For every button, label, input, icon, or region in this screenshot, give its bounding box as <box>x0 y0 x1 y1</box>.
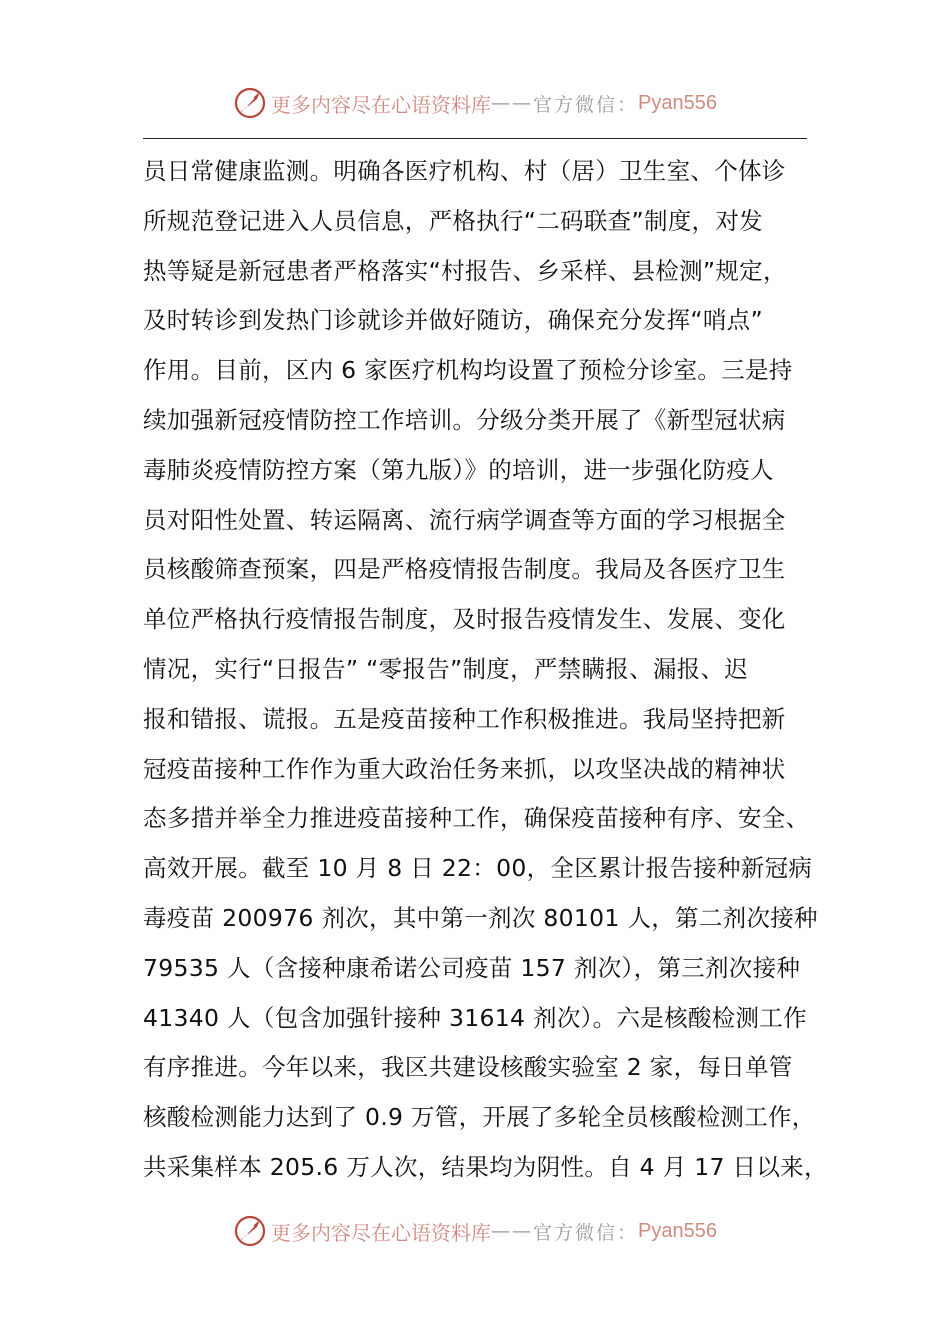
watermark-site-text: 更多内容尽在心语资料库 <box>271 92 491 117</box>
text-line: 共采集样本 205.6 万人次，结果均为阴性。自 4 月 17 日以来， <box>143 1152 828 1181</box>
text-line: 员日常健康监测。明确各医疗机构、村（居）卫生室、个体诊 <box>143 157 786 185</box>
text-line: 作用。目前，区内 6 家医疗机构均设置了预检分诊室。三是持 <box>143 356 793 385</box>
header-watermark <box>0 83 950 123</box>
watermark-wechat-label: 官方微信： <box>533 93 639 116</box>
quill-logo-icon <box>233 1214 267 1248</box>
watermark-site-text: 更多内容尽在心语资料库 <box>271 1220 491 1245</box>
watermark-dash: —— <box>491 92 533 114</box>
watermark-dash: —— <box>491 1220 533 1242</box>
text-line: 续加强新冠疫情防控工作培训。分级分类开展了《新型冠状病 <box>143 405 786 434</box>
text-line: 核酸检测能力达到了 0.9 万管，开展了多轮全员核酸检测工作， <box>143 1103 816 1132</box>
text-line: 热等疑是新冠患者严格落实“村报告、乡采样、县检测”规定， <box>143 256 787 285</box>
footer-watermark <box>0 1211 950 1251</box>
text-line: 及时转诊到发热门诊就诊并做好随访，确保充分发挥“哨点” <box>143 306 763 335</box>
text-line: 毒肺炎疫情防控方案（第九版）》的培训，进一步强化防疫人 <box>143 455 774 484</box>
text-line: 高效开展。截至 10 月 8 日 22：00，全区累计报告接种新冠病 <box>143 854 813 883</box>
text-line: 单位严格执行疫情报告制度，及时报告疫情发生、发展、变化 <box>143 605 786 634</box>
text-line: 毒疫苗 200976 剂次，其中第一剂次 80101 人，第二剂次接种 <box>143 903 818 932</box>
quill-logo-icon <box>233 86 267 120</box>
text-line: 态多措并举全力推进疫苗接种工作，确保疫苗接种有序、安全、 <box>143 804 810 833</box>
text-line: 所规范登记进入人员信息，严格执行“二码联查”制度，对发 <box>143 206 763 235</box>
text-line: 冠疫苗接种工作作为重大政治任务来抓，以攻坚决战的精神状 <box>143 754 786 783</box>
watermark-wechat-id: Pyan556 <box>638 1219 717 1242</box>
text-line: 情况，实行“日报告” “零报告”制度，严禁瞒报、漏报、迟 <box>143 654 749 683</box>
text-line: 有序推进。今年以来，我区共建设核酸实验室 2 家，每日单管 <box>143 1053 793 1082</box>
text-line: 员对阳性处置、转运隔离、流行病学调查等方面的学习根据全 <box>143 505 786 534</box>
watermark-wechat-id: Pyan556 <box>638 91 717 114</box>
text-line: 79535 人（含接种康希诺公司疫苗 157 剂次），第三剂次接种 <box>143 953 801 982</box>
watermark-wechat-label: 官方微信： <box>533 1221 639 1244</box>
text-line: 报和错报、谎报。五是疫苗接种工作积极推进。我局坚持把新 <box>143 704 786 733</box>
header-divider <box>143 138 807 139</box>
text-line: 员核酸筛查预案，四是严格疫情报告制度。我局及各医疗卫生 <box>143 555 786 584</box>
document-body <box>143 147 833 1193</box>
text-line: 41340 人（包含加强针接种 31614 剂次）。六是核酸检测工作 <box>143 1003 807 1032</box>
